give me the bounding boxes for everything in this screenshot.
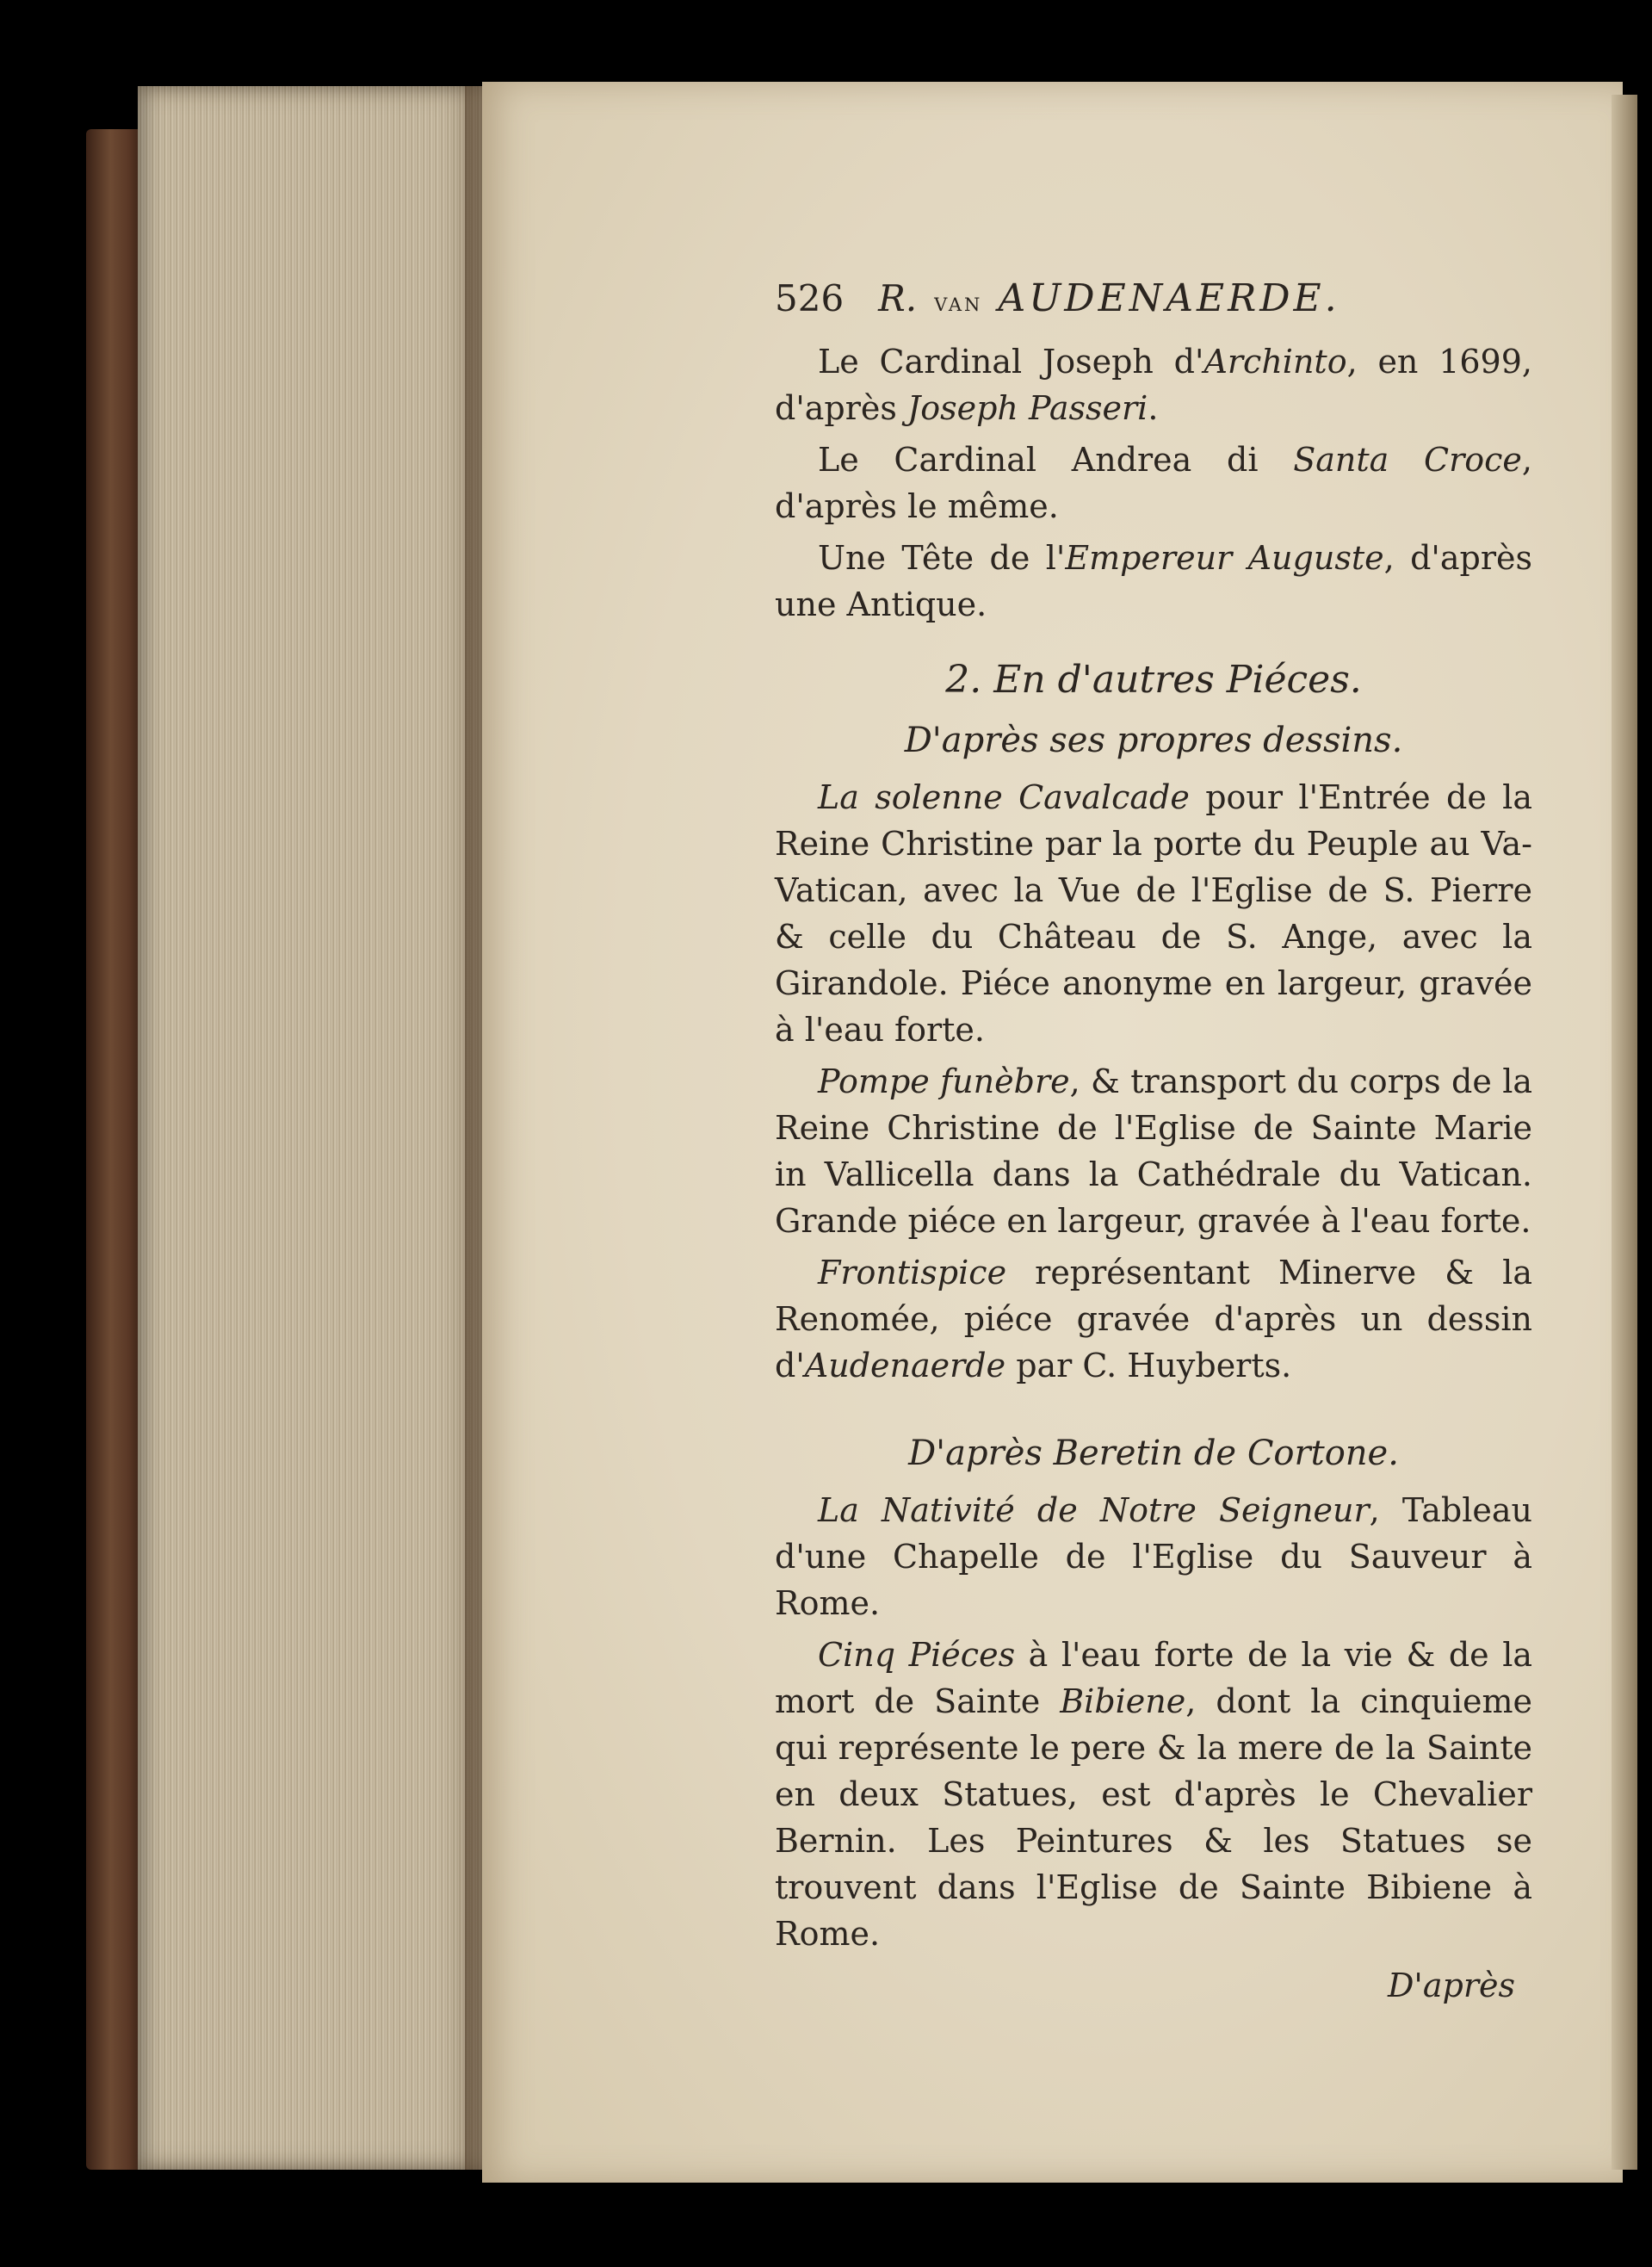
subhead-own-designs: D'après ses propres dessins.	[904, 721, 1403, 760]
entry-cavalcade: La solenne Cavalcade pour l'Entrée de la Reine Christine par la porte du Peuple au Va- Vatican, avec la Vue de l'Eglise de S. Pierre & celle du Château de S. Ange, avec la Girandole. Piéce anonyme en largeur, gravée à l'eau forte.	[775, 778, 1532, 1049]
header-initial: R.	[878, 277, 918, 319]
entry-santa-croce: Le Cardinal Andrea di Santa Croce, d'après le même.	[775, 441, 1532, 525]
subhead-cortone: D'après Beretin de Cortone.	[908, 1434, 1399, 1473]
entry-nativite: La Nativité de Notre Seigneur, Tableau d'une Chapelle de l'Eglise du Sauveur à Rome.	[775, 1491, 1532, 1622]
page-block-edges	[138, 86, 482, 2170]
header-van: van	[934, 288, 983, 318]
page-text	[775, 276, 1532, 2009]
entry-pompe-funebre: Pompe funèbre, & transport du corps de la Reine Christine de l'Eglise de Sainte Marie in Vallicella dans la Cathédrale du Vatican. Grande piéce en largeur, gravée à l'eau forte.	[775, 1062, 1533, 1240]
entry-cinq-pieces: Cinq Piéces à l'eau forte de la vie & de la mort de Sainte Bibiene, dont la cinquieme qui représente le pere & la mere de la Sainte en deux Statues, est d'après le Chevalier Bernin. Les Peintures & les Statues se trouvent dans l'Eglise de Sainte Bibiene à Rome.	[775, 1636, 1532, 1953]
page-number: 526	[775, 277, 845, 319]
entry-auguste: Une Tête de l'Empereur Auguste, d'après une Antique.	[775, 539, 1532, 623]
running-header	[775, 276, 1532, 326]
entry-frontispice: Frontispice représentant Minerve & la Renomée, piéce gravée d'après un dessin d'Audenaerde par C. Huyberts.	[775, 1254, 1532, 1384]
catchword: D'après	[1387, 1967, 1515, 2004]
facing-page-edge	[1612, 95, 1637, 2170]
entry-archinto: Le Cardinal Joseph d'Archinto, en 1699, d'après Joseph Passeri.	[775, 343, 1532, 427]
header-name: AUDENAERDE.	[998, 276, 1340, 320]
section-title: 2. En d'autres Piéces.	[945, 658, 1362, 702]
